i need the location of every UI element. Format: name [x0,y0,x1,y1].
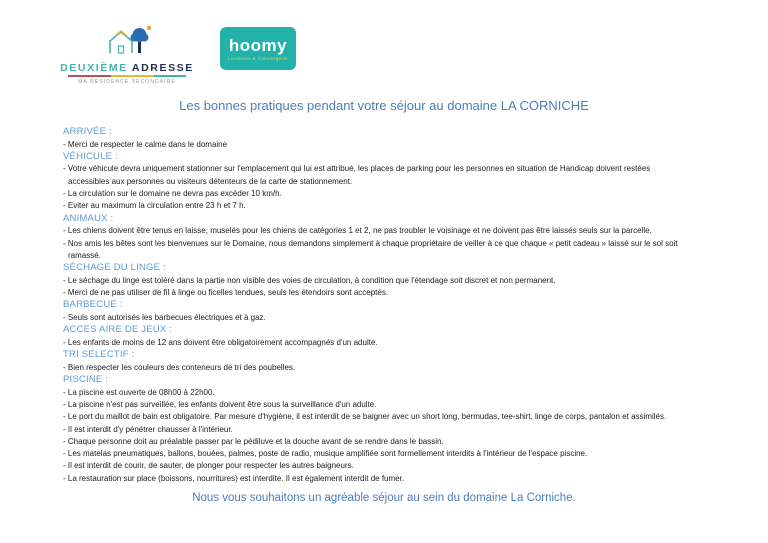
house-tree-icon [98,24,156,61]
section-heading-arrivee: ARRIVÉE : [63,126,112,137]
document-title: Les bonnes pratiques pendant votre séjour au domaine LA CORNICHE [179,98,589,113]
bullet-line: - Les chiens doivent être tenus en laisse, muselés pour les chiens de catégories 1 et 2, ne pas troubler le voisinage et ne doivent pas être laissés seuls sur la parcelle. [63,226,652,236]
bullet-line-continuation: accessibles aux personnes ou visiteurs détenteurs de la carte de stationnement. [68,176,353,186]
section-heading-barbecue: BARBECUE : [63,299,123,311]
bullet-line: - Les enfants de moins de 12 ans doivent être obligatoirement accompagnés d'un adulte. [63,337,378,347]
bullet-line: - La piscine n'est pas surveillée, les enfants doivent être sous la surveillance d'un adulte. [63,399,377,409]
bullet-line: - Il est interdit de courir, de sauter, de plonger pour respecter les autres baigneurs. [63,461,354,471]
bullet-line: - Le port du maillot de bain est obligatoire. Par mesure d'hygiène, il est interdit de se baigner avec un short long, bermudas, tee-shirt, linge de corps, pantalon et assimilés. [63,412,667,422]
logo-underline-bar [68,75,186,77]
bullet-line: - Les matelas pneumatiques, ballons, bouées, palmes, poste de radio, musique amplifiée sont formellement interdits à l'intérieur de l'espace piscine. [63,449,588,459]
bullet-line: - Nos amis les bêtes sont les bienvenues sur le Domaine, nous demandons simplement à chaque propriétaire de veiller à ce que chaque « petit cadeau » laissé sur le sol soit [63,238,678,248]
section-heading-sechage-du-linge: SÉCHAGE DU LINGE : [63,262,166,274]
closing-line: Nous vous souhaitons un agréable séjour au sein du domaine La Corniche. [192,491,576,504]
bullet-line: - Il est interdit d'y pénétrer chausser à l'intérieur. [63,424,233,434]
document-body [0,113,768,485]
bullet-line: - La circulation sur le domaine ne devra pas excéder 10 km/h. [63,189,282,199]
section-heading-animaux: ANIMAUX : [63,212,114,224]
bullet-line: - Bien respecter les couleurs des conteneurs de tri des poubelles. [63,362,296,372]
header-logos [0,0,768,85]
section-heading-tri-selectif: TRI SELECTIF : [63,349,135,361]
bullet-line: - Merci de ne pas utiliser de fil à linge ou ficelles tendues, seuls les étendoirs sont acceptés. [63,288,389,298]
wordmark-part-1: DEUXIÈME [60,62,128,74]
deuxieme-adresse-wordmark [60,62,194,74]
bullet-line: - Le séchage du linge est toléré dans la partie non visible des voies de circulation, à condition que l'étendage soit discret et non permanent. [63,275,556,285]
section-heading-piscine: PISCINE : [63,374,109,386]
hoomy-wordmark: hoomy [228,35,288,55]
deuxieme-adresse-logo [62,24,192,85]
section-heading-acces-aire-de-jeux: ACCES AIRE DE JEUX : [63,324,173,336]
section-heading-vehicule: VÉHICULE : [63,150,118,162]
bullet-line-continuation: ramassé. [68,250,101,260]
hoomy-logo [220,27,296,70]
hoomy-tagline: Locations & Conciergerie [228,55,288,61]
bullet-line: - La restauration sur place (boissons, nourritures) est interdite. Il est également interdit de fumer. [63,473,405,483]
deuxieme-adresse-tagline: MA RÉSIDENCE SECONDAIRE [78,79,176,85]
bullet-line: - La piscine est ouverte de 08h00 à 22h00. [63,387,215,397]
wordmark-part-2: ADRESSE [131,62,194,74]
bullet-line: - Eviter au maximum la circulation entre 23 h et 7 h. [63,201,246,211]
bullet-line: - Votre véhicule devra uniquement stationner sur l'emplacement qui lui est attribué, les places de parking pour les personnes en situation de Handicap doivent restées [63,164,651,174]
bullet-line: - Merci de respecter le calme dans le domaine [63,139,228,149]
bullet-line: - Chaque personne doit au préalable passer par le pédiluve et la douche avant de se rendre dans le bassin. [63,436,444,446]
bullet-line: - Seuls sont autorisés les barbecues électriques et à gaz. [63,312,266,322]
